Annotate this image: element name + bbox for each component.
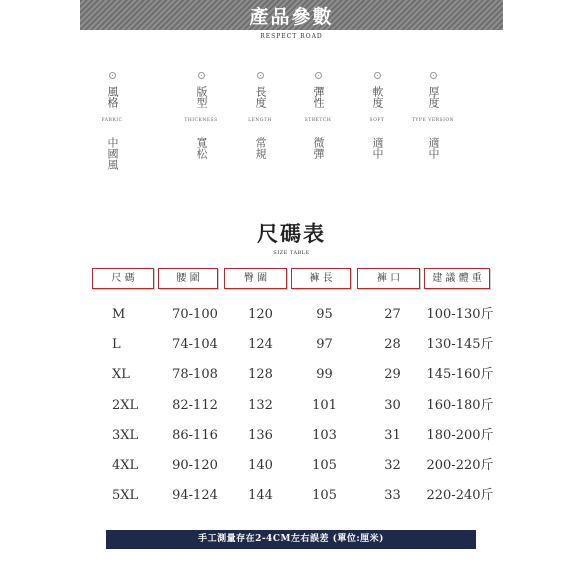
table-row xyxy=(0,365,583,385)
table-row xyxy=(0,486,583,506)
cell-hem: 27 xyxy=(384,307,401,322)
cell-length: 95 xyxy=(316,307,333,322)
cell-length: 101 xyxy=(312,398,337,413)
cell-hem: 33 xyxy=(384,488,401,503)
table-row xyxy=(0,396,583,416)
dot-icon xyxy=(374,72,381,79)
cell-hem: 32 xyxy=(384,458,401,473)
size-table-subtitle: SIZE TABLE xyxy=(273,250,310,256)
cell-waist: 74-104 xyxy=(172,337,218,352)
param-label: 版型 xyxy=(195,86,208,108)
table-header xyxy=(0,268,583,290)
param-stretch xyxy=(288,72,348,159)
cell-hip: 140 xyxy=(248,458,273,473)
measurement-note: 手工測量存在2-4CM左右誤差 (單位:厘米) xyxy=(106,530,476,549)
cell-size: 5XL xyxy=(112,488,139,503)
cell-size: 2XL xyxy=(112,398,139,413)
cell-size: L xyxy=(112,337,121,352)
cell-length: 103 xyxy=(312,428,337,443)
param-length xyxy=(230,72,290,159)
cell-weight: 220-240斤 xyxy=(426,488,494,503)
param-thickness xyxy=(403,72,463,159)
cell-weight: 200-220斤 xyxy=(426,458,494,473)
cell-hip: 144 xyxy=(248,488,273,503)
header-weight: 建 議 體 重 xyxy=(424,268,490,289)
cell-weight: 160-180斤 xyxy=(426,398,494,413)
header-size: 尺 碼 xyxy=(92,268,154,289)
cell-hem: 30 xyxy=(384,398,401,413)
param-english: LENGTH xyxy=(248,118,272,123)
param-value: 適中 xyxy=(427,137,440,159)
cell-weight: 130-145斤 xyxy=(426,337,494,352)
cell-size: XL xyxy=(112,367,130,382)
param-english: SOFT xyxy=(369,118,385,123)
cell-hip: 136 xyxy=(248,428,273,443)
header-hip: 臀 圍 xyxy=(224,268,287,289)
cell-waist: 86-116 xyxy=(172,428,218,443)
banner-title: 產品參數 xyxy=(249,5,334,28)
cell-waist: 78-108 xyxy=(172,367,218,382)
param-style xyxy=(82,72,142,170)
param-label: 軟度 xyxy=(371,86,384,108)
cell-waist: 82-112 xyxy=(172,398,218,413)
param-fit xyxy=(171,72,231,159)
cell-weight: 100-130斤 xyxy=(426,307,494,322)
cell-waist: 70-100 xyxy=(172,307,218,322)
table-row xyxy=(0,456,583,476)
dot-icon xyxy=(198,72,205,79)
param-english: STRETCH xyxy=(304,118,332,123)
cell-hem: 29 xyxy=(384,367,401,382)
table-row xyxy=(0,305,583,325)
param-english: THICKNESS xyxy=(184,118,218,123)
title-banner xyxy=(80,0,503,30)
param-label: 長度 xyxy=(254,86,267,108)
cell-length: 105 xyxy=(312,458,337,473)
cell-hem: 31 xyxy=(384,428,401,443)
cell-size: 4XL xyxy=(112,458,139,473)
cell-waist: 94-124 xyxy=(172,488,218,503)
cell-hip: 132 xyxy=(248,398,273,413)
cell-weight: 145-160斤 xyxy=(426,367,494,382)
param-label: 風格 xyxy=(106,86,119,108)
cell-hip: 124 xyxy=(248,337,273,352)
param-value: 常規 xyxy=(254,137,267,159)
header-length: 褲 長 xyxy=(291,268,351,289)
param-value: 寬松 xyxy=(195,137,208,159)
table-row xyxy=(0,426,583,446)
cell-length: 97 xyxy=(316,337,333,352)
dot-icon xyxy=(315,72,322,79)
cell-size: M xyxy=(112,307,126,322)
cell-length: 105 xyxy=(312,488,337,503)
param-label: 彈性 xyxy=(312,86,325,108)
cell-waist: 90-120 xyxy=(172,458,218,473)
cell-hip: 120 xyxy=(248,307,273,322)
cell-weight: 180-200斤 xyxy=(426,428,494,443)
param-value: 中國風 xyxy=(106,137,119,170)
dot-icon xyxy=(257,72,264,79)
param-english: TYPE VERSION xyxy=(411,118,455,123)
cell-length: 99 xyxy=(316,367,333,382)
dot-icon xyxy=(430,72,437,79)
cell-hem: 28 xyxy=(384,337,401,352)
table-row xyxy=(0,335,583,355)
dot-icon xyxy=(109,72,116,79)
header-hem: 褲 口 xyxy=(357,268,420,289)
param-value: 適中 xyxy=(371,137,384,159)
param-label: 厚度 xyxy=(427,86,440,108)
parameter-section xyxy=(85,72,501,192)
cell-hip: 128 xyxy=(248,367,273,382)
header-waist: 腰 圍 xyxy=(158,268,218,289)
size-table-title: 尺碼表 xyxy=(257,221,326,246)
param-value: 微彈 xyxy=(312,137,325,159)
param-english: FABRIC xyxy=(101,118,123,123)
cell-size: 3XL xyxy=(112,428,139,443)
banner-subtitle: RESPECT ROAD xyxy=(260,33,323,40)
param-softness xyxy=(347,72,407,159)
